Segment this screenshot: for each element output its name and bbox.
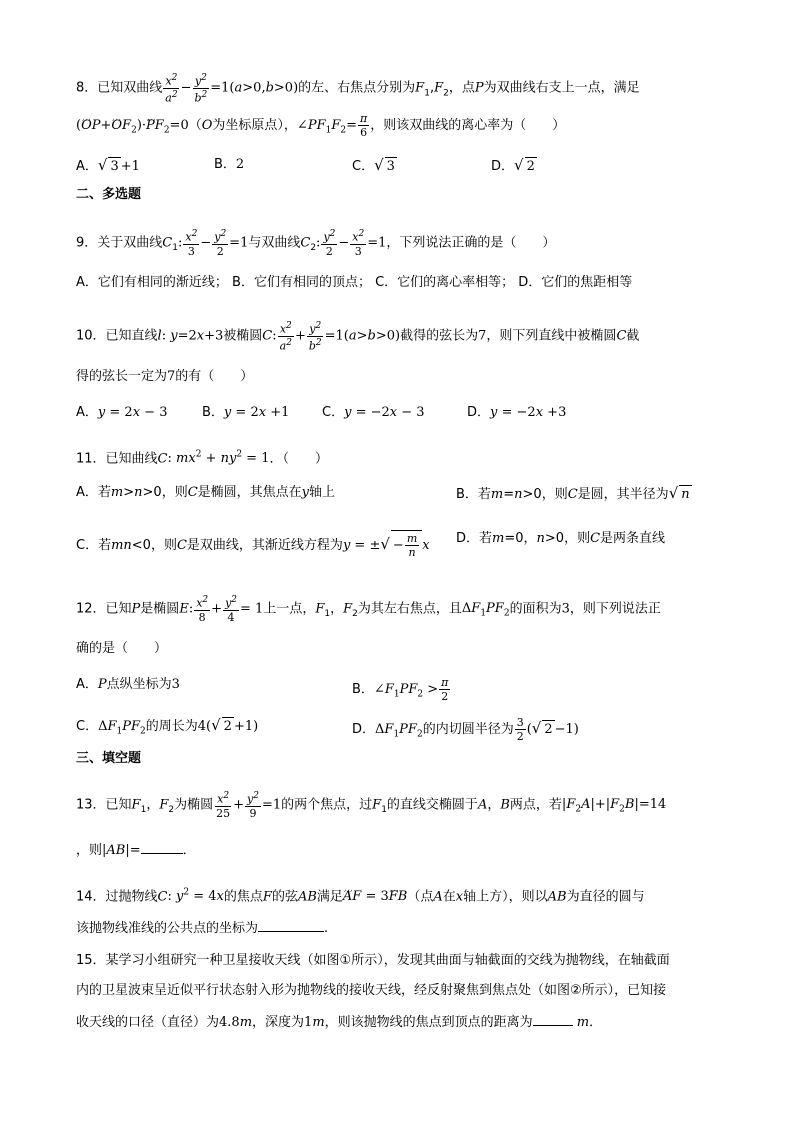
- q15-line1: 15．某学习小组研究一种卫星接收天线（如图①所示），发现其曲面与轴截面的交线为抛物线，在轴截面: [76, 953, 670, 968]
- q8-text: 8．已知双曲线: [76, 80, 163, 96]
- q15-line3: 收天线的口径（直径）为4.8m，深度为1m，则该抛物线的焦点到顶点的距离为 m．: [76, 1015, 603, 1030]
- q11-option-a: A．若m>n>0，则C是椭圆，其焦点在y轴上: [76, 485, 336, 500]
- q10-option-b: B．y = 2x +1: [202, 405, 290, 420]
- q8-option-c: C．√ 3: [352, 156, 395, 174]
- q8-text: 为坐标原点），: [212, 118, 297, 133]
- q8-option-d: D．√ 2: [491, 156, 535, 174]
- q9-line1: 9．关于双曲线$C_1$: $\frac{x^2}{3}$ − $\frac{y^2}{2}$ =1与双曲线$C_2$: $\frac{y^2}{2}$ − $\frac{x^2}{3}$ =1，下列说法正确的是（ ）: [76, 229, 556, 258]
- q14-line2: 该抛物线准线的公共点的坐标为 .: [76, 921, 329, 936]
- q8-text: 的左、右焦点分别为: [298, 80, 416, 96]
- q13-line1: 13．已知$F_1$，$F_2$为椭圆 $\frac{x^2}{25}$ + $\frac{y^2}{9}$ =1的两个焦点，过$F_1$的直线交椭圆于A，B两点，若$|F_2A|+|F_2B|=14$: [76, 791, 667, 820]
- q8-option-a: A．√ 3 +1: [76, 156, 140, 174]
- q12-option-b: B．$\angle F_1PF_2$ > $\frac{\pi}{2}$: [352, 676, 449, 703]
- q13-line2: ，则|AB|= ．: [76, 843, 196, 858]
- q8-text: ，点: [448, 80, 475, 96]
- q8-option-b: B．2: [214, 157, 245, 172]
- q14-line1: 14．过抛物线C: $y^2 = 4x$的焦点F的弦AB满足¸¸¸ AF = 3¸¸¸ FB（点A在x轴上方），则以AB为直径的圆与: [76, 884, 645, 906]
- q8-text: 为双曲线右支上一点，满足: [483, 80, 640, 96]
- fraction: $\frac{\pi}{6}$: [360, 112, 368, 139]
- section-fill-in: 三、填空题: [76, 751, 142, 766]
- q8-text: （: [188, 118, 202, 133]
- answer-blank[interactable]: [141, 853, 183, 854]
- fraction: $\frac{x^2}{a^2}$: [165, 73, 178, 105]
- q15-line2: 内的卫星波束呈近似平行状态射入形为抛物线的接收天线，经反射聚焦到焦点处（如图②所示），已知接: [76, 983, 667, 998]
- q8-line1: 8．已知双曲线 $\frac{x^2}{a^2}$ − $\frac{y^2}{b^2}$ =1(a>0,b>0)的左、右焦点分别为$F_1,F_2$，点P为双曲线右支上一点，满足: [76, 73, 640, 105]
- q11-stem: 11．已知曲线C: $mx^2 + ny^2 = 1$．（ ）: [76, 450, 328, 467]
- q10-option-c: C．y = −2x − 3: [322, 405, 425, 420]
- q12-option-d: D．$\Delta F_1PF_2$的内切圆半径为 $\frac{3}{2}$ (√ 2 −1): [352, 716, 579, 743]
- q8-line2: (¸¸¸ OP+¸¸¸ $OF_2)\cdot¸¸¸$ $PF_2=0(O$为坐标原点），$\angle PF_1F_2=$ $\frac{\pi}{6}$ ，则该双曲线的离心率为（ ）: [76, 112, 565, 140]
- section-multiple-choice: 二、多选题: [76, 187, 142, 202]
- q11-option-b: B．若m=n>0，则C是圆，其半径为√ n: [456, 484, 690, 502]
- answer-blank[interactable]: [258, 931, 324, 932]
- q11-option-c: C．若mn<0，则C是双曲线，其渐近线方程为y = ±√ − $\frac{m}{n}$ x: [76, 532, 430, 559]
- q10-line1: 10．已知直线l: y=2x+3被椭圆C: $\frac{x^2}{a^2}$ + $\frac{y^2}{b^2}$ =1(a>b>0)截得的弦长为7，则下列直线中被椭圆C截: [76, 321, 640, 353]
- q12-option-a: A．P点纵坐标为3: [76, 677, 180, 692]
- q10-option-a: A．y = 2x − 3: [76, 405, 168, 420]
- answer-blank[interactable]: [533, 1025, 573, 1026]
- q10-line2: 得的弦长一定为7的有（ ）: [76, 369, 254, 384]
- q12-option-c: C．$\Delta F_1PF_2$的周长为4(√ 2 +1): [76, 716, 259, 737]
- q9-options: A．它们有相同的渐近线； B．它们有相同的顶点； C．它们的离心率相等； D．它们的焦距相等: [76, 275, 633, 290]
- q12-line2: 确的是（ ）: [76, 641, 168, 656]
- q8-text: ，则该双曲线的离心率为（ ）: [370, 118, 566, 133]
- fraction: $\frac{y^2}{b^2}$: [194, 73, 208, 105]
- q10-option-d: D．y = −2x +3: [467, 405, 567, 420]
- q11-option-d: D．若m=0，n>0，则C是两条直线: [456, 531, 666, 546]
- q12-line1: 12．已知P是椭圆E: $\frac{x^2}{8}$ + $\frac{y^2}{4}$ = 1上一点，$F_1$，$F_2$为其左右焦点，且$\Delta F_1PF_2$的面积为3，则下列说法正: [76, 595, 661, 624]
